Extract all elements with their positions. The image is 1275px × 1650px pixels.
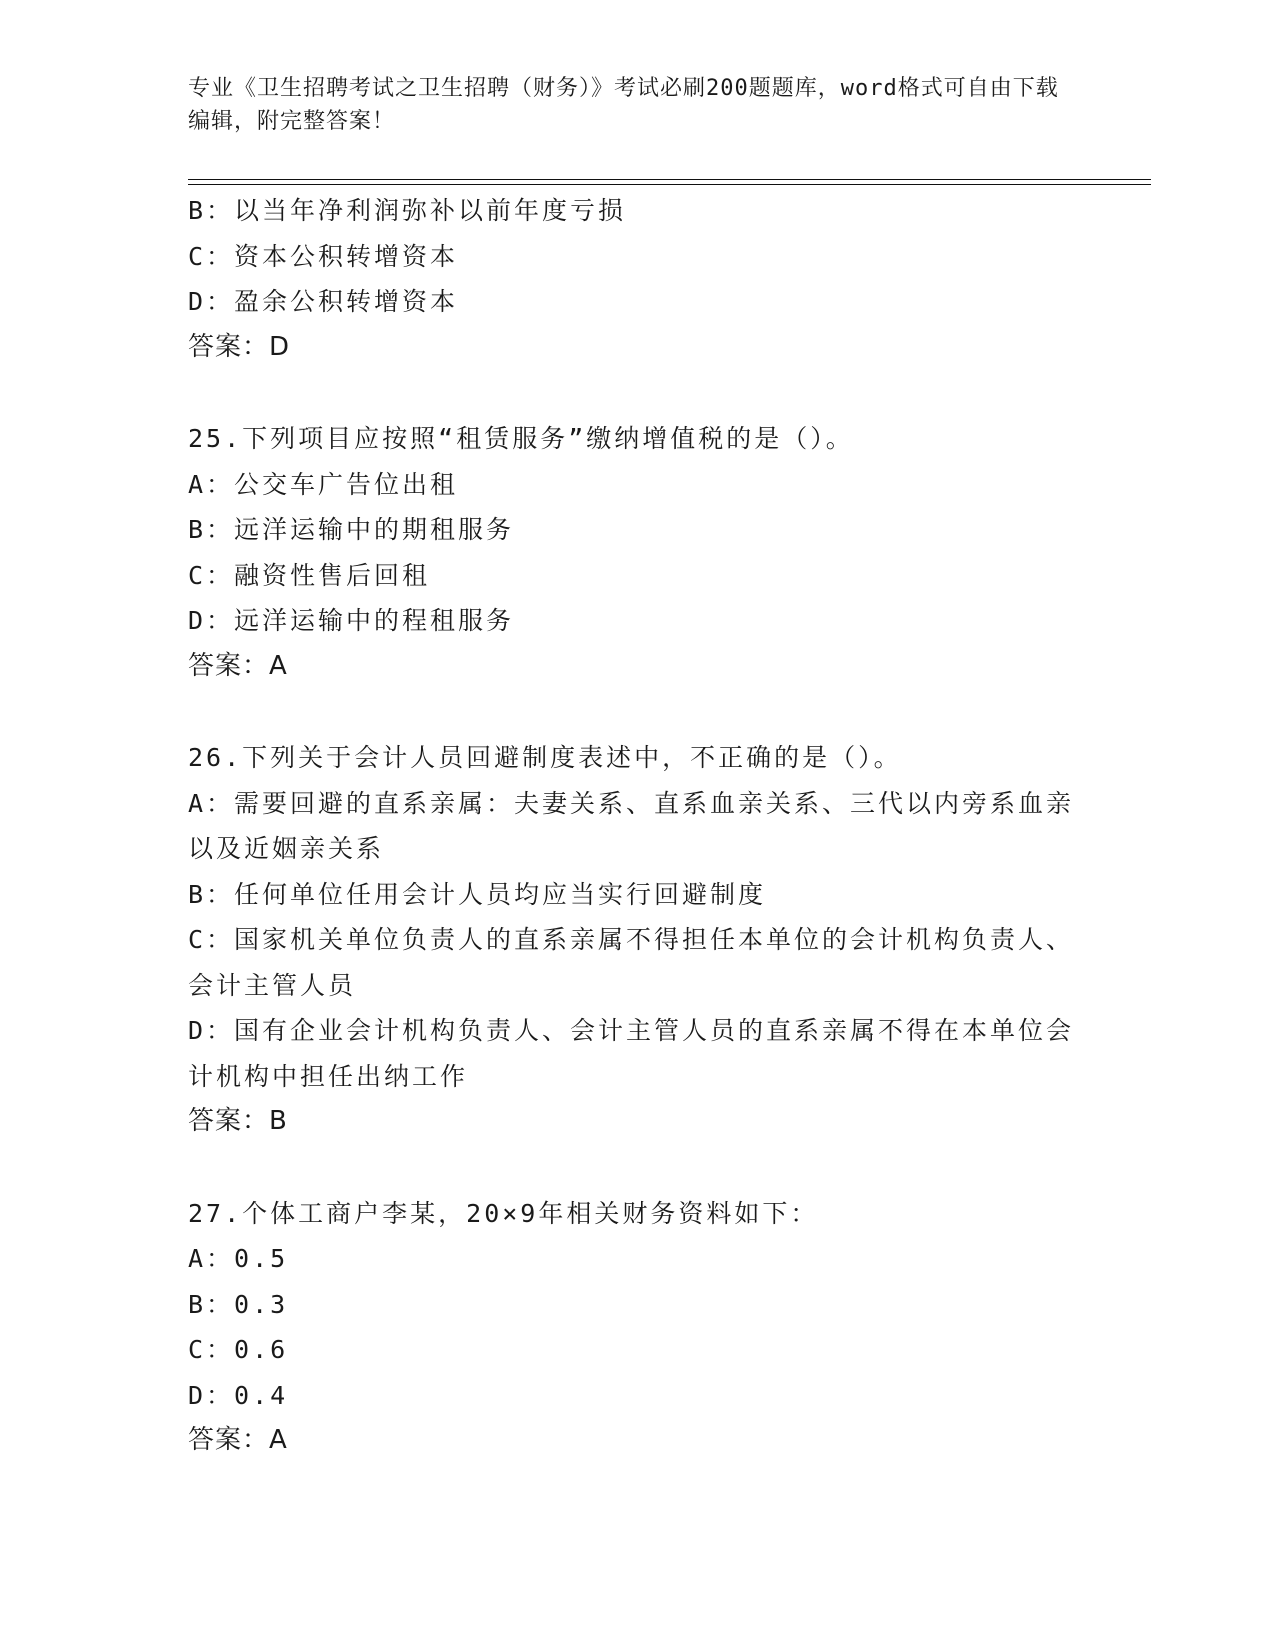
document-header: 专业《卫生招聘考试之卫生招聘（财务）》考试必刷200题题库，word格式可自由下载编辑，附完整答案！ [188, 76, 1059, 134]
answer-line: 答案：A [188, 650, 288, 681]
option-b: B：远洋运输中的期租服务 [188, 515, 515, 544]
option-a: A：公交车广告位出租 [188, 469, 459, 499]
question-text: 27.个体工商户李某，20×9年相关财务资料如下： [188, 1198, 819, 1228]
answer-line: 答案：A [188, 1425, 288, 1455]
header-rule-bottom [188, 184, 1151, 185]
question-27 [188, 1191, 1088, 1464]
spacer [188, 370, 1088, 416]
question-content [188, 188, 1088, 1464]
option-c: C：融资性售后回租 [188, 560, 431, 590]
option-b: B：任何单位任用会计人员均应当实行回避制度 [188, 879, 767, 909]
option-a: A：0.5 [188, 1244, 289, 1273]
answer-line: 答案：B [188, 1106, 288, 1136]
question-25 [188, 416, 1088, 689]
option-d: D：盈余公积转增资本 [188, 287, 459, 316]
option-b: B：以当年净利润弥补以前年度亏损 [188, 196, 627, 225]
answer-line: 答案：D [188, 331, 291, 362]
option-d: D：远洋运输中的程租服务 [188, 606, 515, 635]
option-d: D：0.4 [188, 1380, 289, 1410]
header-rule-top [188, 179, 1151, 180]
question-text: 25.下列项目应按照“租赁服务”缴纳增值税的是（）。 [188, 424, 854, 453]
spacer [188, 1145, 1088, 1191]
question-text: 26.下列关于会计人员回避制度表述中，不正确的是（）。 [188, 743, 902, 772]
question-block-prev [188, 188, 1088, 370]
spacer [188, 689, 1088, 735]
option-c: C：国家机关单位负责人的直系亲属不得担任本单位的会计机构负责人、会计主管人员 [188, 925, 1075, 1000]
option-c: C：资本公积转增资本 [188, 241, 459, 271]
question-26 [188, 735, 1088, 1145]
option-c: C：0.6 [188, 1335, 289, 1364]
option-b: B：0.3 [188, 1289, 289, 1319]
option-d: D：国有企业会计机构负责人、会计主管人员的直系亲属不得在本单位会计机构中担任出纳工作 [188, 1016, 1075, 1091]
option-a: A：需要回避的直系亲属：夫妻关系、直系血亲关系、三代以内旁系血亲以及近姻亲关系 [188, 788, 1075, 863]
